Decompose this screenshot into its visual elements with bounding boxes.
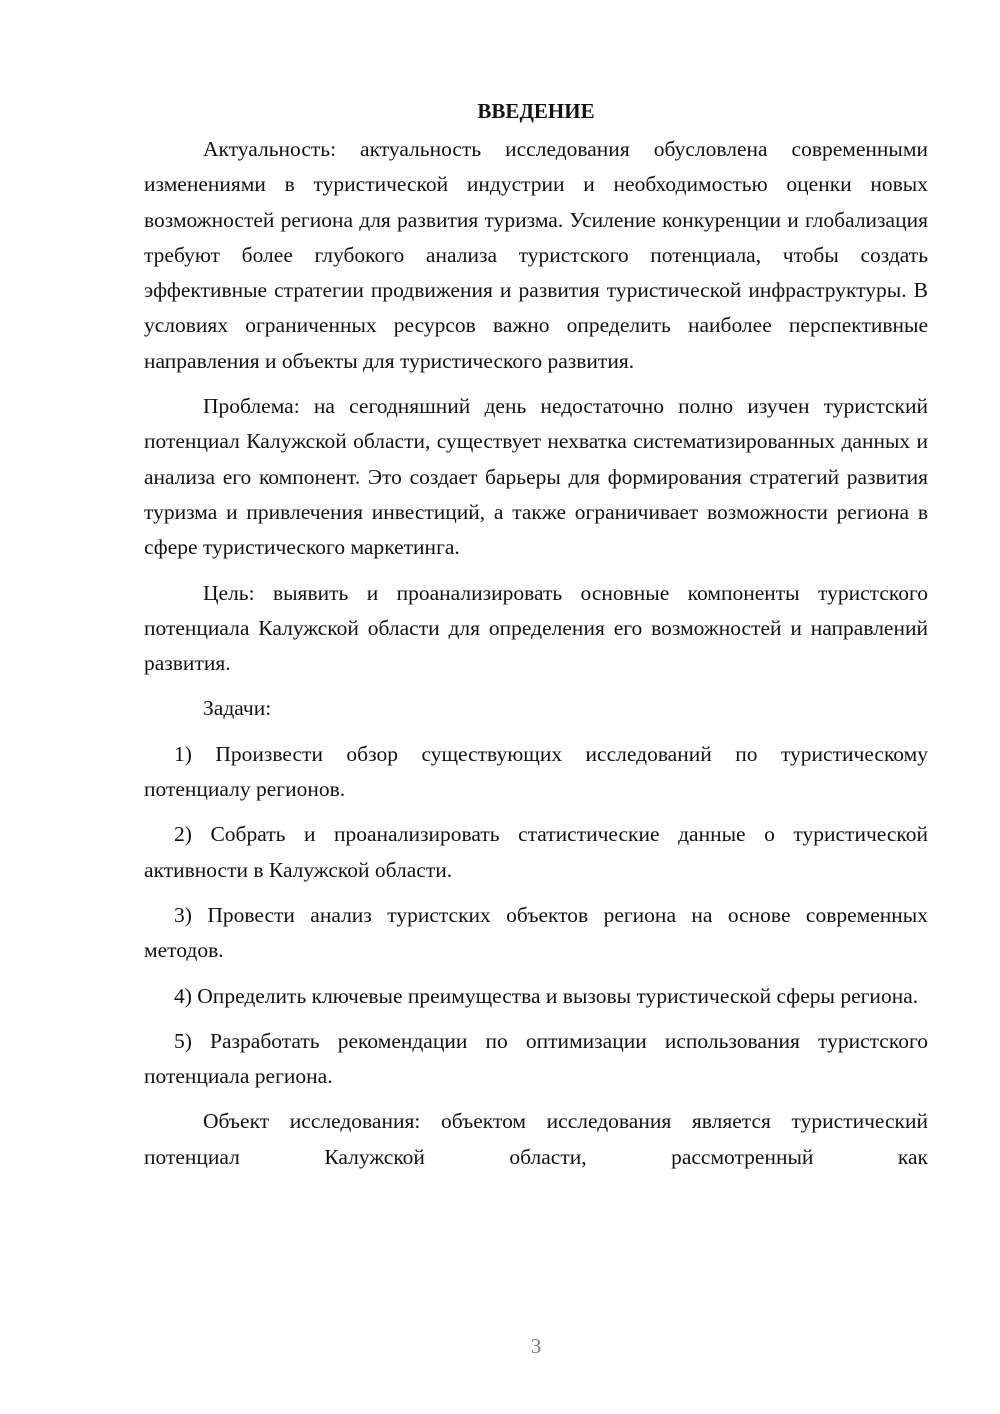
task-item-1: 1) Произвести обзор существующих исследований по туристическому потенциалу регионов. <box>144 741 928 802</box>
page-number: 3 <box>530 1334 542 1358</box>
task-item-2: 2) Собрать и проанализировать статистические данные о туристической активности в Калужской области. <box>144 822 928 882</box>
paragraph-problem: Проблема: на сегодняшний день недостаточно полно изучен туристский потенциал Калужской области, существует нехватка систематизированных данных и анализа его компонент. Это создает барьеры для формирования стратегий развития туризма и привлечения инвестиций, а также ограничивает возможности региона в сфере туристического маркетинга. <box>144 394 928 560</box>
paragraph-goal: Цель: выявить и проанализировать основные компоненты туристского потенциала Калужской области для определения его возможностей и направлений развития. <box>144 580 928 676</box>
task-item-3: 3) Провести анализ туристских объектов региона на основе современных методов. <box>144 902 928 963</box>
task-item-5: 5) Разработать рекомендации по оптимизации использования туристского потенциала региона. <box>144 1028 928 1089</box>
paragraph-object: Объект исследования: объектом исследования является туристический потенциал Калужской области, рассмотренный как <box>144 1109 928 1169</box>
section-heading: ВВЕДЕНИЕ <box>477 99 595 123</box>
task-item-4: 4) Определить ключевые преимущества и вызовы туристической сферы региона. <box>174 983 919 1008</box>
tasks-label: Задачи: <box>203 696 272 721</box>
document-page <box>144 96 928 1185</box>
paragraph-relevance: Актуальность: актуальность исследования обусловлена современными изменениями в туристической индустрии и необходимостью оценки новых возможностей региона для развития туризма. Усиление конкуренции и глобализация требуют более глубокого анализа туристского потенциала, чтобы создать эффективные стратегии продвижения и развития туристической инфраструктуры. В условиях ограниченных ресурсов важно определить наиболее перспективные направления и объекты для туристического развития. <box>144 137 928 373</box>
